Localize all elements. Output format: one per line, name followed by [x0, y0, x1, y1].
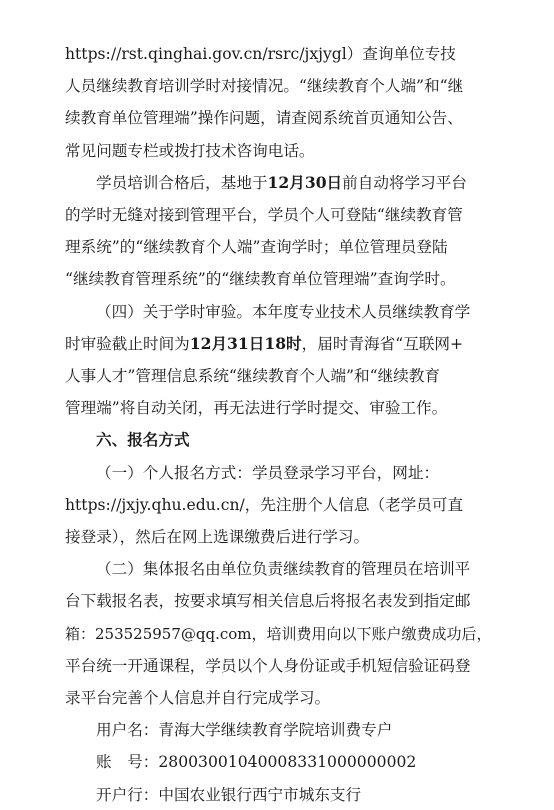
paragraph-line: 平台统一开通课程，学员以个人身份证或手机短信验证码登 [65, 656, 471, 675]
date-highlight: 12月30日 [267, 172, 343, 192]
paragraph-line: https://jxjy.qhu.edu.cn/，先注册个人信息（老学员可直 [65, 495, 464, 514]
paragraph-line: 箱：253525957@qq.com，培训费用向以下账户缴费成功后， [65, 624, 492, 643]
paragraph-line: 接登录），然后在网上选课缴费后进行学习。 [65, 528, 370, 546]
paragraph-line: 录平台完善个人信息并自行完成学习。 [65, 689, 331, 707]
paragraph-line: （二）集体报名由单位负责继续教育的管理员在培训平 [96, 560, 471, 579]
paragraph-line: （一）个人报名方式：学员登录学习平台，网址： [96, 463, 440, 482]
paragraph-line: 人事人才”管理信息系统“继续教育个人端”和“继续教育 [65, 367, 440, 385]
paragraph-line: “继续教育管理系统”的“继续教育单位管理端”查询学时。 [65, 270, 456, 289]
paragraph-line: 理系统”的“继续教育个人端”查询学时；单位管理员登陆 [65, 238, 448, 257]
paragraph-line: 管理端”将自动关闭，再无法进行学时提交、审验工作。 [65, 399, 448, 418]
paragraph-line: 人员继续教育培训学时对接情况。“继续教育个人端”和“继 [65, 77, 464, 96]
paragraph-line: 常见问题专栏或拨打技术咨询电话。 [65, 141, 315, 160]
account-number: 账 号：28003001040008331000000002 [96, 753, 417, 772]
paragraph-line: 台下载报名表，按要求填写相关信息后将报名表发到指定邮 [65, 592, 471, 611]
paragraph-line: 续教育单位管理端”操作问题，请查阅系统首页通知公告、 [65, 109, 463, 128]
section-heading: 六、报名方式 [96, 431, 190, 450]
paragraph-line: （四）关于学时审验。本年度专业技术人员继续教育学 [96, 302, 471, 321]
paragraph-line: https://rst.qinghai.gov.cn/rsrc/jxjygl）查询单位专技 [65, 45, 456, 63]
deadline-highlight: 12月31日18时 [189, 333, 302, 353]
account-bank: 开户行：中国农业银行西宁市城东支行 [96, 785, 362, 804]
paragraph-line: 学员培训合格后，基地于12月30日前自动将学习平台 [96, 172, 467, 192]
account-name: 用户名：青海大学继续教育学院培训费专户 [96, 721, 393, 740]
paragraph-line: 时审验截止时间为12月31日18时，届时青海省“互联网+ [65, 333, 464, 353]
paragraph-line: 的学时无缝对接到管理平台，学员个人可登陆“继续教育管 [65, 206, 463, 224]
